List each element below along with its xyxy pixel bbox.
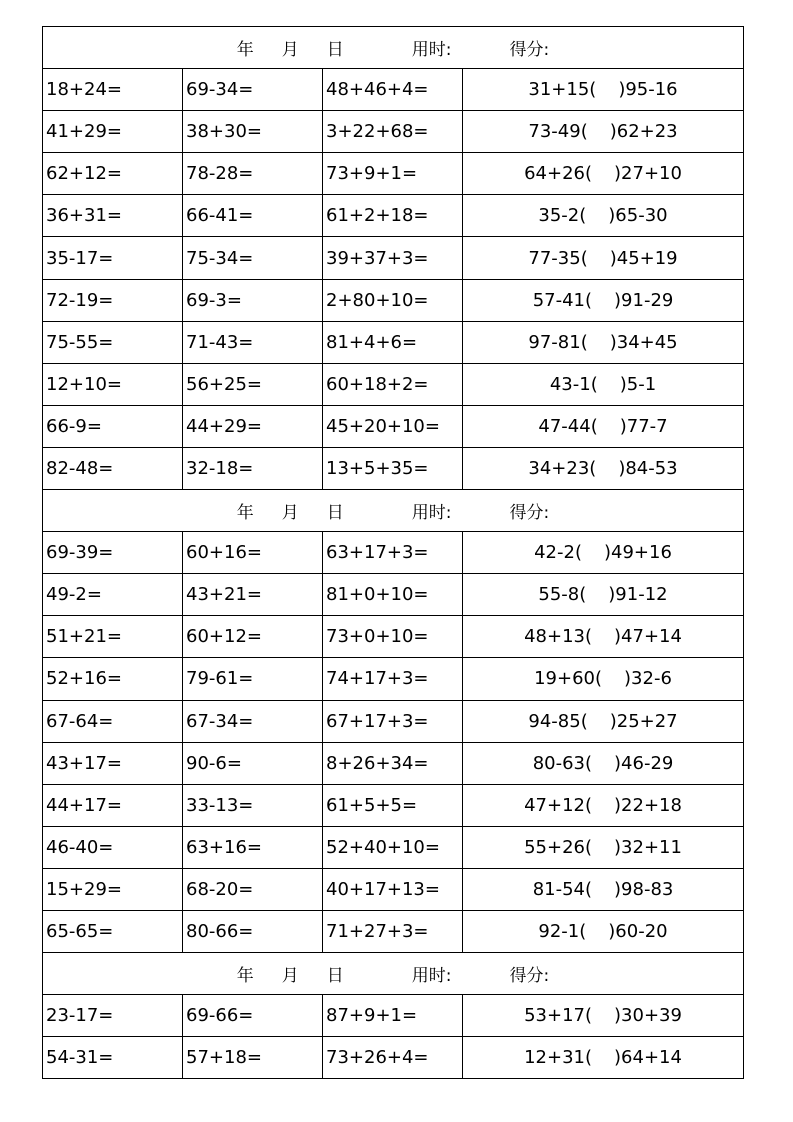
equation-cell-col2: 57+18= bbox=[183, 1037, 323, 1079]
comparison-right-expression: )65-30 bbox=[608, 205, 668, 227]
comparison-right-expression: )5-1 bbox=[619, 373, 657, 395]
comparison-left-expression: 57-41( bbox=[532, 289, 593, 311]
problem-row bbox=[43, 532, 744, 574]
equation-cell-col1: 44+17= bbox=[43, 784, 183, 826]
header-day: 日 bbox=[326, 966, 344, 987]
equation-cell-col1: 46-40= bbox=[43, 826, 183, 868]
comparison-cell bbox=[463, 111, 744, 153]
equation-cell-col1: 51+21= bbox=[43, 616, 183, 658]
equation-cell-col3: 2+80+10= bbox=[323, 279, 463, 321]
problem-row bbox=[43, 111, 744, 153]
equation-cell-col1: 36+31= bbox=[43, 195, 183, 237]
header-day: 日 bbox=[326, 40, 344, 61]
comparison-right-expression: )60-20 bbox=[608, 921, 668, 943]
section-header bbox=[43, 490, 744, 532]
equation-cell-col1: 54-31= bbox=[43, 1037, 183, 1079]
equation-cell-col1: 82-48= bbox=[43, 447, 183, 489]
header-month: 月 bbox=[281, 503, 299, 524]
comparison-cell bbox=[463, 868, 744, 910]
equation-cell-col1: 62+12= bbox=[43, 153, 183, 195]
comparison-right-expression: )45+19 bbox=[609, 247, 678, 269]
problem-row bbox=[43, 742, 744, 784]
comparison-right-expression: )34+45 bbox=[609, 331, 678, 353]
comparison-right-expression: )22+18 bbox=[614, 794, 682, 816]
comparison-right-expression: )32+11 bbox=[614, 836, 682, 858]
equation-cell-col2: 69-3= bbox=[183, 279, 323, 321]
equation-cell-col3: 71+27+3= bbox=[323, 910, 463, 952]
equation-cell-col1: 23-17= bbox=[43, 995, 183, 1037]
comparison-cell bbox=[463, 574, 744, 616]
comparison-right-expression: )98-83 bbox=[614, 878, 674, 900]
problem-row bbox=[43, 153, 744, 195]
equation-cell-col1: 65-65= bbox=[43, 910, 183, 952]
comparison-left-expression: 81-54( bbox=[532, 878, 593, 900]
section-header-row bbox=[43, 953, 744, 995]
comparison-right-expression: )30+39 bbox=[614, 1005, 682, 1027]
equation-cell-col2: 44+29= bbox=[183, 405, 323, 447]
comparison-left-expression: 47-44( bbox=[538, 415, 598, 437]
equation-cell-col3: 39+37+3= bbox=[323, 237, 463, 279]
equation-cell-col2: 68-20= bbox=[183, 868, 323, 910]
comparison-cell bbox=[463, 784, 744, 826]
comparison-right-expression: )49+16 bbox=[603, 542, 672, 564]
comparison-right-expression: )91-12 bbox=[608, 584, 668, 606]
equation-cell-col2: 75-34= bbox=[183, 237, 323, 279]
equation-cell-col3: 13+5+35= bbox=[323, 447, 463, 489]
problem-row bbox=[43, 784, 744, 826]
comparison-left-expression: 31+15( bbox=[528, 79, 597, 101]
comparison-cell bbox=[463, 153, 744, 195]
header-score: 得分: bbox=[509, 966, 550, 987]
comparison-left-expression: 42-2( bbox=[534, 542, 582, 564]
comparison-left-expression: 34+23( bbox=[528, 457, 597, 479]
worksheet-body bbox=[43, 27, 744, 1079]
worksheet-table bbox=[42, 26, 744, 1079]
section-header bbox=[43, 953, 744, 995]
comparison-left-expression: 43-1( bbox=[549, 373, 598, 395]
header-score: 得分: bbox=[509, 40, 550, 61]
equation-cell-col3: 81+4+6= bbox=[323, 321, 463, 363]
section-header-row bbox=[43, 490, 744, 532]
comparison-cell bbox=[463, 447, 744, 489]
problem-row bbox=[43, 363, 744, 405]
header-month: 月 bbox=[281, 40, 299, 61]
equation-cell-col2: 69-66= bbox=[183, 995, 323, 1037]
comparison-left-expression: 77-35( bbox=[528, 247, 588, 269]
problem-row bbox=[43, 279, 744, 321]
equation-cell-col1: 67-64= bbox=[43, 700, 183, 742]
comparison-cell bbox=[463, 237, 744, 279]
equation-cell-col3: 52+40+10= bbox=[323, 826, 463, 868]
equation-cell-col3: 45+20+10= bbox=[323, 405, 463, 447]
header-score: 得分: bbox=[509, 503, 550, 524]
equation-cell-col1: 18+24= bbox=[43, 69, 183, 111]
equation-cell-col2: 78-28= bbox=[183, 153, 323, 195]
comparison-right-expression: )25+27 bbox=[609, 710, 678, 732]
equation-cell-col3: 81+0+10= bbox=[323, 574, 463, 616]
equation-cell-col2: 69-34= bbox=[183, 69, 323, 111]
equation-cell-col1: 69-39= bbox=[43, 532, 183, 574]
comparison-left-expression: 47+12( bbox=[524, 794, 593, 816]
problem-row bbox=[43, 69, 744, 111]
comparison-left-expression: 94-85( bbox=[528, 710, 588, 732]
equation-cell-col3: 73+9+1= bbox=[323, 153, 463, 195]
problem-row bbox=[43, 237, 744, 279]
problem-row bbox=[43, 910, 744, 952]
equation-cell-col1: 35-17= bbox=[43, 237, 183, 279]
equation-cell-col3: 73+0+10= bbox=[323, 616, 463, 658]
equation-cell-col1: 72-19= bbox=[43, 279, 183, 321]
equation-cell-col3: 3+22+68= bbox=[323, 111, 463, 153]
problem-row bbox=[43, 1037, 744, 1079]
equation-cell-col3: 61+5+5= bbox=[323, 784, 463, 826]
comparison-cell bbox=[463, 195, 744, 237]
comparison-cell bbox=[463, 69, 744, 111]
header-time-used: 用时: bbox=[411, 503, 452, 524]
problem-row bbox=[43, 616, 744, 658]
header-month: 月 bbox=[281, 966, 299, 987]
problem-row bbox=[43, 321, 744, 363]
comparison-left-expression: 97-81( bbox=[528, 331, 588, 353]
comparison-right-expression: )91-29 bbox=[614, 289, 674, 311]
equation-cell-col3: 74+17+3= bbox=[323, 658, 463, 700]
equation-cell-col1: 12+10= bbox=[43, 363, 183, 405]
problem-row bbox=[43, 700, 744, 742]
equation-cell-col3: 87+9+1= bbox=[323, 995, 463, 1037]
equation-cell-col2: 67-34= bbox=[183, 700, 323, 742]
comparison-cell bbox=[463, 1037, 744, 1079]
equation-cell-col2: 56+25= bbox=[183, 363, 323, 405]
problem-row bbox=[43, 995, 744, 1037]
equation-cell-col3: 8+26+34= bbox=[323, 742, 463, 784]
header-year: 年 bbox=[236, 503, 254, 524]
equation-cell-col2: 43+21= bbox=[183, 574, 323, 616]
problem-row bbox=[43, 826, 744, 868]
equation-cell-col1: 41+29= bbox=[43, 111, 183, 153]
equation-cell-col3: 63+17+3= bbox=[323, 532, 463, 574]
comparison-right-expression: )62+23 bbox=[609, 121, 678, 143]
comparison-left-expression: 55+26( bbox=[524, 836, 593, 858]
comparison-cell bbox=[463, 826, 744, 868]
comparison-cell bbox=[463, 616, 744, 658]
comparison-right-expression: )32-6 bbox=[624, 668, 672, 690]
equation-cell-col1: 15+29= bbox=[43, 868, 183, 910]
comparison-cell bbox=[463, 363, 744, 405]
comparison-right-expression: )95-16 bbox=[618, 79, 678, 101]
comparison-cell bbox=[463, 995, 744, 1037]
equation-cell-col2: 33-13= bbox=[183, 784, 323, 826]
comparison-left-expression: 53+17( bbox=[524, 1005, 593, 1027]
equation-cell-col2: 32-18= bbox=[183, 447, 323, 489]
equation-cell-col2: 60+16= bbox=[183, 532, 323, 574]
equation-cell-col3: 40+17+13= bbox=[323, 868, 463, 910]
header-time-used: 用时: bbox=[411, 40, 452, 61]
comparison-cell bbox=[463, 321, 744, 363]
comparison-cell bbox=[463, 532, 744, 574]
header-year: 年 bbox=[236, 40, 254, 61]
section-header bbox=[43, 27, 744, 69]
comparison-cell bbox=[463, 279, 744, 321]
header-time-used: 用时: bbox=[411, 966, 452, 987]
comparison-cell bbox=[463, 658, 744, 700]
comparison-cell bbox=[463, 405, 744, 447]
header-day: 日 bbox=[326, 503, 344, 524]
comparison-left-expression: 19+60( bbox=[534, 668, 603, 690]
equation-cell-col3: 67+17+3= bbox=[323, 700, 463, 742]
comparison-left-expression: 12+31( bbox=[524, 1047, 593, 1069]
section-header-row bbox=[43, 27, 744, 69]
equation-cell-col2: 60+12= bbox=[183, 616, 323, 658]
equation-cell-col2: 63+16= bbox=[183, 826, 323, 868]
equation-cell-col2: 66-41= bbox=[183, 195, 323, 237]
comparison-left-expression: 92-1( bbox=[538, 921, 587, 943]
equation-cell-col2: 38+30= bbox=[183, 111, 323, 153]
equation-cell-col2: 79-61= bbox=[183, 658, 323, 700]
comparison-left-expression: 48+13( bbox=[524, 626, 593, 648]
equation-cell-col1: 49-2= bbox=[43, 574, 183, 616]
comparison-right-expression: )46-29 bbox=[614, 752, 674, 774]
problem-row bbox=[43, 405, 744, 447]
comparison-left-expression: 73-49( bbox=[528, 121, 588, 143]
equation-cell-col3: 61+2+18= bbox=[323, 195, 463, 237]
comparison-left-expression: 55-8( bbox=[538, 584, 587, 606]
equation-cell-col3: 73+26+4= bbox=[323, 1037, 463, 1079]
comparison-cell bbox=[463, 700, 744, 742]
comparison-right-expression: )27+10 bbox=[614, 163, 682, 185]
comparison-right-expression: )47+14 bbox=[614, 626, 682, 648]
equation-cell-col3: 60+18+2= bbox=[323, 363, 463, 405]
comparison-right-expression: )64+14 bbox=[614, 1047, 682, 1069]
comparison-right-expression: )84-53 bbox=[618, 457, 678, 479]
comparison-cell bbox=[463, 910, 744, 952]
equation-cell-col2: 71-43= bbox=[183, 321, 323, 363]
comparison-right-expression: )77-7 bbox=[619, 415, 668, 437]
comparison-left-expression: 35-2( bbox=[538, 205, 587, 227]
header-year: 年 bbox=[236, 966, 254, 987]
equation-cell-col2: 80-66= bbox=[183, 910, 323, 952]
equation-cell-col1: 43+17= bbox=[43, 742, 183, 784]
comparison-left-expression: 64+26( bbox=[524, 163, 593, 185]
problem-row bbox=[43, 868, 744, 910]
equation-cell-col1: 52+16= bbox=[43, 658, 183, 700]
equation-cell-col2: 90-6= bbox=[183, 742, 323, 784]
problem-row bbox=[43, 195, 744, 237]
problem-row bbox=[43, 574, 744, 616]
equation-cell-col3: 48+46+4= bbox=[323, 69, 463, 111]
problem-row bbox=[43, 658, 744, 700]
comparison-cell bbox=[463, 742, 744, 784]
problem-row bbox=[43, 447, 744, 489]
equation-cell-col1: 75-55= bbox=[43, 321, 183, 363]
equation-cell-col1: 66-9= bbox=[43, 405, 183, 447]
comparison-left-expression: 80-63( bbox=[532, 752, 593, 774]
